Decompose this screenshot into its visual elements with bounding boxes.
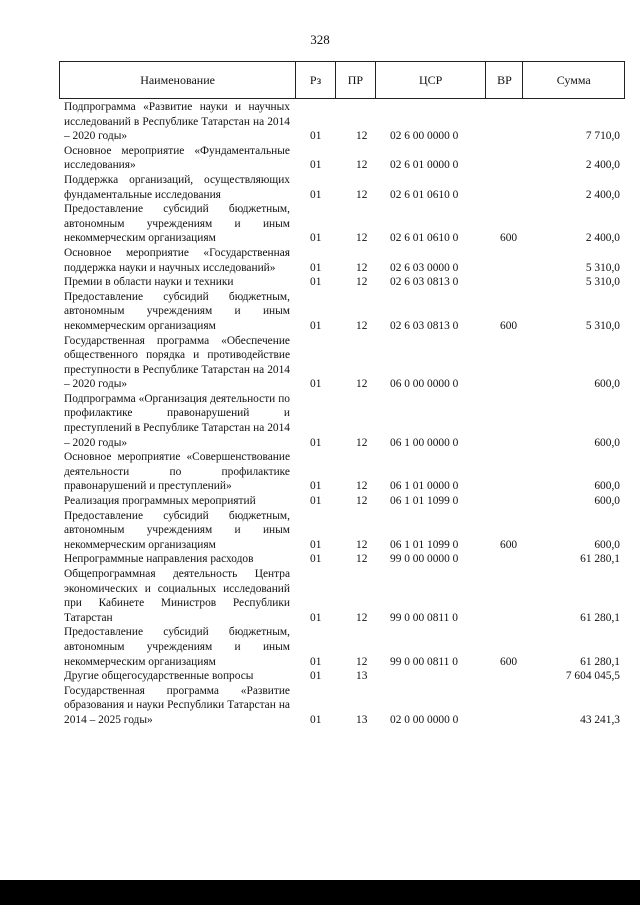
header-pr: ПР [336, 62, 376, 98]
header-name: Наименование [60, 62, 296, 98]
row-name: Реализация программных мероприятий [64, 495, 256, 508]
row-rz: 01 [310, 553, 322, 566]
row-sum: 61 280,1 [580, 611, 620, 624]
row-sum: 600,0 [594, 495, 620, 508]
row-rz: 01 [310, 713, 322, 726]
table-row [64, 509, 620, 553]
table-row [64, 567, 620, 625]
table-row [64, 173, 620, 202]
row-rz: 01 [310, 655, 322, 668]
table-row [64, 246, 620, 275]
row-rz: 01 [310, 611, 322, 624]
row-rz: 01 [310, 276, 322, 289]
row-sum: 2 400,0 [585, 232, 620, 245]
table-row [64, 684, 620, 728]
row-rz: 01 [310, 261, 322, 274]
row-sum: 600,0 [594, 378, 620, 391]
row-csr: 02 6 03 0000 0 [390, 261, 459, 274]
row-csr: 06 1 01 1099 0 [390, 495, 459, 508]
row-sum: 43 241,3 [580, 713, 620, 726]
row-rz: 01 [310, 130, 322, 143]
table-row [64, 334, 620, 392]
row-rz: 01 [310, 436, 322, 449]
row-pr: 12 [356, 611, 368, 624]
table-row [64, 202, 620, 246]
header-sum: Сумма [556, 72, 591, 87]
row-name: Предоставление субсидий бюджетным, автономным учреждениям и иным некоммерческим организациям [64, 290, 290, 332]
table-row [64, 392, 620, 450]
row-name: Основное мероприятие «Совершенствование деятельности по профилактике правонарушений и преступлений» [64, 451, 290, 493]
row-csr: 02 6 01 0610 0 [390, 232, 459, 245]
row-rz: 01 [310, 538, 322, 551]
table-row [64, 450, 620, 494]
row-pr: 12 [356, 232, 368, 245]
row-name: Основное мероприятие «Фундаментальные исследования» [64, 144, 290, 172]
row-name: Предоставление субсидий бюджетным, автономным учреждениям и иным некоммерческим организациям [64, 203, 290, 245]
row-name: Подпрограмма «Организация деятельности по профилактике правонарушений и преступлений в Республике Татарстан на 2014 – 2020 годы» [64, 392, 290, 449]
row-rz: 01 [310, 319, 322, 332]
row-vr: 600 [500, 655, 518, 668]
table-row [64, 625, 620, 669]
row-rz: 01 [310, 495, 322, 508]
row-rz: 01 [310, 480, 322, 493]
row-sum: 7 710,0 [585, 130, 620, 143]
row-csr: 99 0 00 0000 0 [390, 553, 459, 566]
table-row [64, 552, 620, 567]
row-sum: 7 604 045,5 [565, 670, 620, 683]
row-pr: 12 [356, 378, 368, 391]
row-pr: 12 [356, 276, 368, 289]
row-pr: 12 [356, 480, 368, 493]
row-name: Премии в области науки и техники [64, 276, 234, 289]
header-vr: ВР [486, 62, 523, 98]
table-header [59, 61, 625, 99]
table-row [64, 100, 620, 144]
row-csr: 02 6 01 0610 0 [390, 188, 459, 201]
row-sum: 600,0 [594, 480, 620, 493]
row-rz: 01 [310, 670, 322, 683]
row-sum: 600,0 [594, 538, 620, 551]
table-row [64, 144, 620, 173]
row-rz: 01 [310, 188, 322, 201]
row-rz: 01 [310, 378, 322, 391]
table-row [64, 669, 620, 684]
table-body [64, 100, 620, 728]
row-name: Поддержка организаций, осуществляющих фундаментальные исследования [64, 173, 290, 201]
row-rz: 01 [310, 232, 322, 245]
row-pr: 12 [356, 553, 368, 566]
row-name: Другие общегосударственные вопросы [64, 670, 254, 683]
row-pr: 12 [356, 495, 368, 508]
row-pr: 12 [356, 655, 368, 668]
row-csr: 06 1 01 1099 0 [390, 538, 459, 551]
row-csr: 02 6 03 0813 0 [390, 319, 459, 332]
row-pr: 12 [356, 261, 368, 274]
row-pr: 12 [356, 538, 368, 551]
scan-edge-bar [0, 880, 640, 905]
row-csr: 02 6 01 0000 0 [390, 159, 459, 172]
row-pr: 13 [356, 713, 368, 726]
table-row [64, 275, 620, 290]
row-name: Основное мероприятие «Государственная поддержка науки и научных исследований» [64, 246, 290, 274]
header-csr: ЦСР [376, 62, 487, 98]
row-sum: 5 310,0 [585, 319, 620, 332]
row-sum: 5 310,0 [585, 261, 620, 274]
row-sum: 5 310,0 [585, 276, 620, 289]
row-sum: 61 280,1 [580, 655, 620, 668]
header-rz: Рз [296, 62, 336, 98]
row-name: Государственная программа «Обеспечение общественного порядка и противодействие преступности в Республике Татарстан на 2014 – 2020 годы» [64, 334, 290, 391]
table-row [64, 494, 620, 509]
row-sum: 2 400,0 [585, 188, 620, 201]
row-sum: 600,0 [594, 436, 620, 449]
row-csr: 99 0 00 0811 0 [390, 611, 458, 624]
row-name: Подпрограмма «Развитие науки и научных исследований в Республике Татарстан на 2014 – 2020 годы» [64, 101, 290, 143]
row-name: Общепрограммная деятельность Центра экономических и социальных исследований при Кабинете Министров Республики Татарстан [64, 568, 290, 624]
row-rz: 01 [310, 159, 322, 172]
row-pr: 12 [356, 159, 368, 172]
row-name: Предоставление субсидий бюджетным, автономным учреждениям и иным некоммерческим организациям [64, 626, 290, 668]
row-csr: 02 0 00 0000 0 [390, 713, 459, 726]
row-name: Государственная программа «Развитие образования и науки Республики Татарстан на 2014 – 2025 годы» [64, 684, 290, 726]
row-csr: 06 1 00 0000 0 [390, 436, 459, 449]
row-vr: 600 [500, 319, 518, 332]
row-csr: 06 0 00 0000 0 [390, 378, 459, 391]
page-number: 328 [310, 32, 330, 47]
row-name: Непрограммные направления расходов [64, 553, 254, 566]
row-pr: 12 [356, 188, 368, 201]
table-row [64, 290, 620, 334]
row-sum: 61 280,1 [580, 553, 620, 566]
row-name: Предоставление субсидий бюджетным, автономным учреждениям и иным некоммерческим организациям [64, 509, 290, 551]
row-vr: 600 [500, 538, 518, 551]
row-csr: 02 6 00 0000 0 [390, 130, 459, 143]
row-pr: 12 [356, 130, 368, 143]
row-pr: 12 [356, 319, 368, 332]
row-pr: 12 [356, 436, 368, 449]
row-pr: 13 [356, 670, 368, 683]
row-vr: 600 [500, 232, 518, 245]
row-sum: 2 400,0 [585, 159, 620, 172]
row-csr: 99 0 00 0811 0 [390, 655, 458, 668]
row-csr: 06 1 01 0000 0 [390, 480, 459, 493]
row-csr: 02 6 03 0813 0 [390, 276, 459, 289]
